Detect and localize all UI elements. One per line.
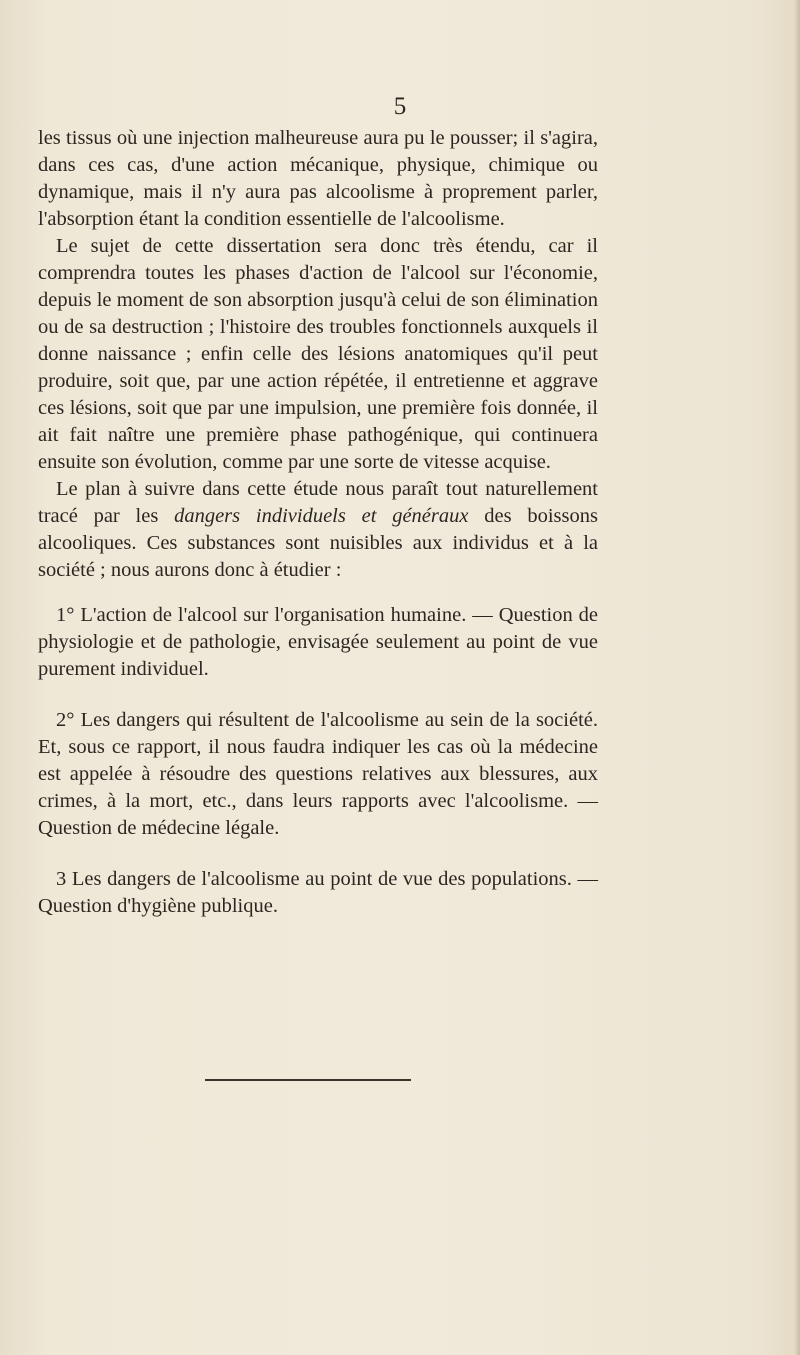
page-number: 5 xyxy=(393,93,407,120)
paragraph-plan xyxy=(38,476,598,584)
body-text xyxy=(38,125,598,920)
list-item-2: 2° Les dangers qui résultent de l'alcoolisme au sein de la société. Et, sous ce rapport, il nous faudra indiquer les cas où la médecine est appelée à résoudre des questions relatives aux blessures, aux crimes, à la mort, etc., dans leurs rapports avec l'alcoolisme. — Question de médecine légale. xyxy=(38,709,598,839)
plan-text-after: des boissons alcooliques. Ces substances sont nuisibles aux individus et à la société ; nous aurons donc à étudier : xyxy=(38,505,598,581)
section-divider-rule xyxy=(205,1079,411,1081)
list-item-1: 1° L'action de l'alcool sur l'organisation humaine. — Question de physiologie et de pathologie, envisagée seulement au point de vue purement individuel. xyxy=(38,604,598,680)
plan-emphasis: dangers individuels et généraux xyxy=(174,505,469,527)
plan-text-before: Le plan à suivre dans cette étude nous paraît tout naturellement tracé par les xyxy=(38,478,598,527)
list-item-3: 3 Les dangers de l'alcoolisme au point de vue des populations. — Question d'hygiène publique. xyxy=(38,868,598,917)
paragraph-subject: Le sujet de cette dissertation sera donc très étendu, car il comprendra toutes les phases d'action de l'alcool sur l'économie, depuis le moment de son absorption jusqu'à celui de son élimination ou de sa destruction ; l'histoire des troubles fonctionnels auxquels il donne naissance ; enfin celle des lésions anatomiques qu'il peut produire, soit que, par une action répétée, il entretienne et aggrave ces lésions, soit que par une impulsion, une première fois donnée, il ait fait naître une première phase pathogénique, qui continuera ensuite son évolution, comme par une sorte de vitesse acquise. xyxy=(38,235,598,473)
page-edge-shadow xyxy=(794,0,800,1355)
paragraph-continuation: les tissus où une injection malheureuse aura pu le pousser; il s'agira, dans ces cas, d'une action mécanique, physique, chimique ou dynamique, mais il n'y aura pas alcoolisme à proprement parler, l'absorption étant la condition essentielle de l'alcoolisme. xyxy=(38,127,598,230)
